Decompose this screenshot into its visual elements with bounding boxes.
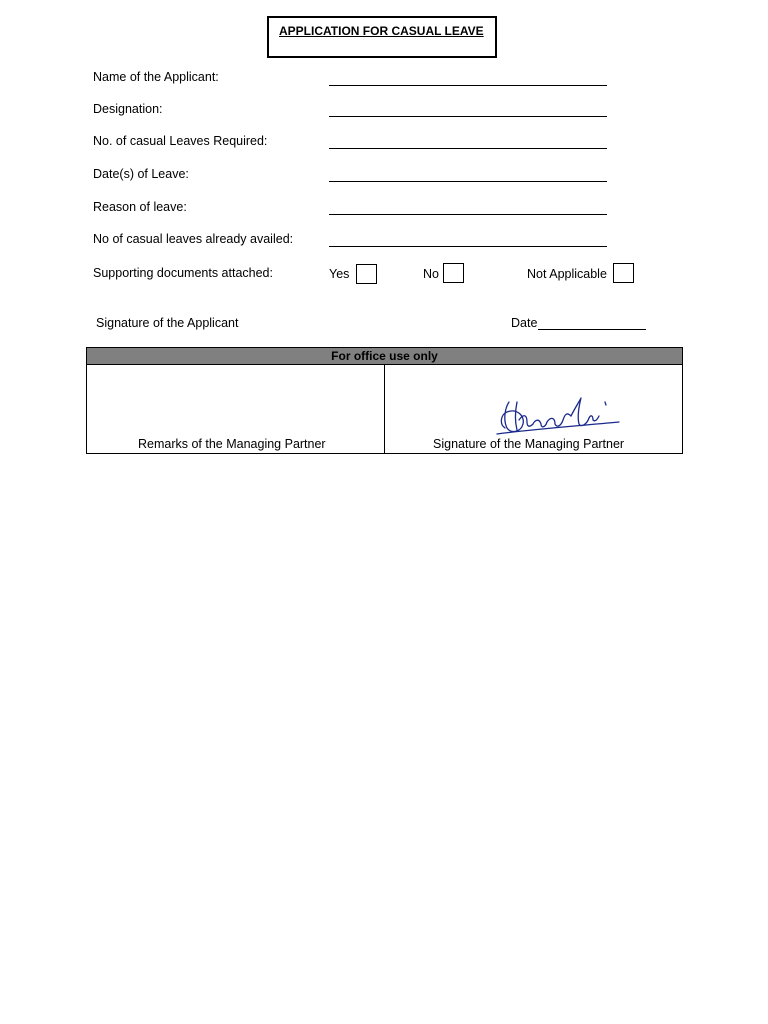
applicant-signature-label: Signature of the Applicant xyxy=(96,316,239,330)
leave-dates-line[interactable] xyxy=(329,181,607,182)
applicant-name-label: Name of the Applicant: xyxy=(93,70,219,84)
leaves-required-label: No. of casual Leaves Required: xyxy=(93,134,268,148)
office-use-divider xyxy=(384,364,385,453)
docs-na-label: Not Applicable xyxy=(527,267,607,281)
office-use-heading: For office use only xyxy=(87,348,682,365)
docs-no-checkbox[interactable] xyxy=(443,263,464,283)
form-title: APPLICATION FOR CASUAL LEAVE xyxy=(279,24,484,38)
designation-label: Designation: xyxy=(93,102,163,116)
supporting-docs-label: Supporting documents attached: xyxy=(93,266,273,280)
docs-yes-checkbox[interactable] xyxy=(356,264,377,284)
leave-reason-label: Reason of leave: xyxy=(93,200,187,214)
designation-line[interactable] xyxy=(329,116,607,117)
docs-na-checkbox[interactable] xyxy=(613,263,634,283)
form-title-box xyxy=(267,16,497,58)
leaves-required-line[interactable] xyxy=(329,148,607,149)
applicant-name-line[interactable] xyxy=(329,85,607,86)
date-label: Date xyxy=(511,316,538,330)
leave-reason-line[interactable] xyxy=(329,214,607,215)
remarks-label: Remarks of the Managing Partner xyxy=(138,437,326,451)
leave-dates-label: Date(s) of Leave: xyxy=(93,167,189,181)
managing-partner-signature xyxy=(495,394,623,438)
docs-no-label: No xyxy=(423,267,439,281)
leaves-availed-label: No of casual leaves already availed: xyxy=(93,232,294,246)
docs-yes-label: Yes xyxy=(329,267,350,281)
leaves-availed-line[interactable] xyxy=(329,246,607,247)
date-line[interactable] xyxy=(538,329,646,330)
signature-label: Signature of the Managing Partner xyxy=(433,437,625,451)
office-use-table xyxy=(86,347,683,454)
